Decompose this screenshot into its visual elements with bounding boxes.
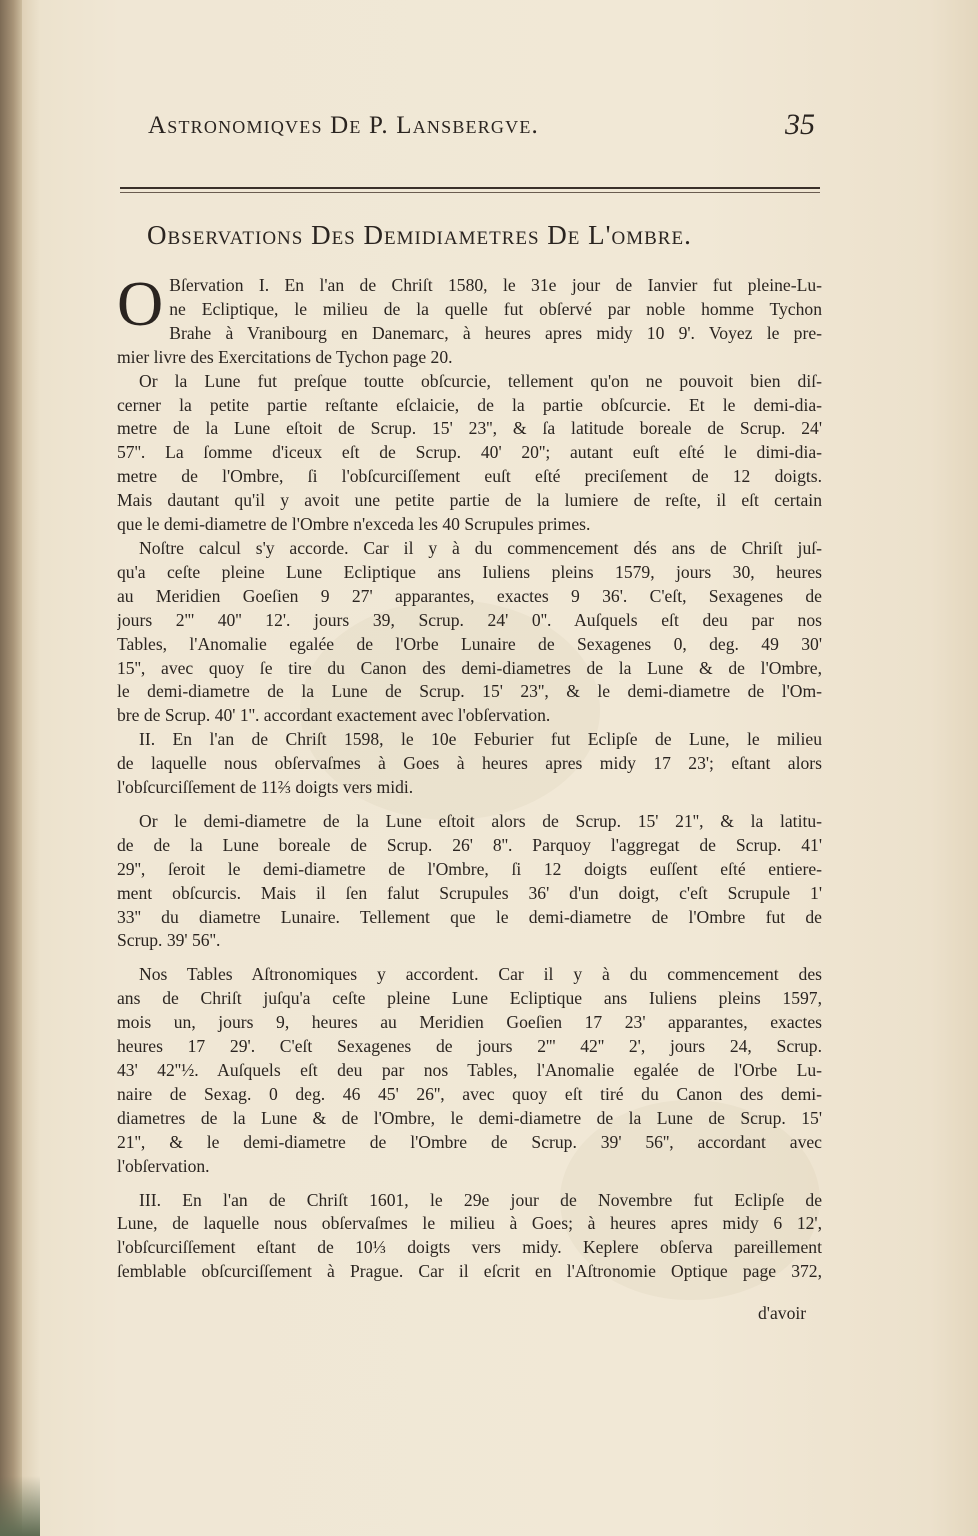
text-line: de laquelle nous obſervaſmes à Goes à heures apres midy 17 23'; eſtant alors (117, 753, 822, 774)
text-line: metre de l'Ombre, ſi l'obſcurciſſement euſt eſté preciſement de 12 doigts. (117, 466, 822, 487)
text-line: qu'a ceſte pleine Lune Ecliptique ans Iuliens pleins 1579, jours 30, heures (117, 561, 822, 582)
text-line: naire de Sexag. 0 deg. 46 45' 26'', avec quoy eſt tiré du Canon des demi- (117, 1083, 822, 1104)
text-line: jours 2''' 40'' 12'. jours 39, Scrup. 24' 0''. Auſquels eſt deu par nos (117, 609, 822, 630)
text-line: ans de Chriſt juſqu'a ceſte pleine Lune Ecliptique ans Iuliens pleins 1597, (117, 988, 822, 1009)
section-title: Observations Des Demidiametres De L'ombre. (147, 220, 692, 250)
text-line: Or la Lune fut preſque toutte obſcurcie, tellement qu'on ne pouvoit bien diſ- (139, 370, 822, 391)
text-line: l'obſcurciſſement de 11⅔ doigts vers midi. (117, 777, 414, 798)
book-binding (0, 0, 22, 1536)
text-line: bre de Scrup. 40' 1''. accordant exactement avec l'obſervation. (117, 705, 551, 726)
header-rule (120, 187, 820, 189)
text-line: l'obſcurciſſement eſtant de 10⅓ doigts vers midy. Keplere obſerva pareillement (117, 1237, 822, 1258)
text-line: Bſervation I. En l'an de Chriſt 1580, le 31e jour de Ianvier fut pleine-Lu- (169, 275, 822, 295)
text-line: Lune, de laquelle nous obſervaſmes le milieu à Goes; à heures apres midy 6 12', (117, 1213, 822, 1234)
text-line: 43' 42''½. Auſquels eſt deu par nos Tables, l'Anomalie egalée de l'Orbe Lu- (117, 1060, 822, 1080)
page-number: 35 (785, 108, 815, 141)
catchword: d'avoir (758, 1303, 807, 1323)
text-line: Tables, l'Anomalie egalée de l'Orbe Lunaire de Sexagenes 0, deg. 49 30' (117, 633, 822, 654)
text-line: 57''. La ſomme d'iceux eſt de Scrup. 40' 20''; autant euſt eſté le dimi-dia- (117, 442, 822, 463)
text-line: Scrup. 39' 56''. (117, 930, 221, 951)
text-line: 21'', & le demi-diametre de l'Ombre de Scrup. 39' 56'', accordant avec (117, 1131, 822, 1152)
body-text (117, 268, 822, 1284)
text-line: 33'' du diametre Lunaire. Tellement que le demi-diametre de l'Ombre fut de (117, 906, 822, 927)
page-edge-shadow (0, 1476, 40, 1536)
header-rule-thin (120, 192, 820, 193)
text-line: Brahe à Vranibourg en Danemarc, à heures apres midy 10 9'. Voyez le pre- (169, 322, 822, 343)
text-line: II. En l'an de Chriſt 1598, le 10e Feburier fut Eclipſe de Lune, le milieu (139, 729, 822, 750)
text-line: de de la Lune boreale de Scrup. 26' 8''. Parquoy l'aggregat de Scrup. 41' (117, 834, 822, 855)
text-line: Noſtre calcul s'y accorde. Car il y à du commencement dés ans de Chriſt juſ- (139, 537, 822, 558)
text-line: Or le demi-diametre de la Lune eſtoit alors de Scrup. 15' 21'', & la latitu- (139, 810, 822, 831)
text-line: au Meridien Goeſien 9 27' apparantes, exactes 9 36'. C'eſt, Sexagenes de (117, 585, 822, 606)
text-line: cerner la petite partie reſtante eſclaicie, de la partie obſcurcie. Et le demi-dia- (117, 394, 822, 415)
text-line: ne Ecliptique, le milieu de la quelle fut obſervé par noble homme Tychon (169, 298, 822, 319)
text-line: III. En l'an de Chriſt 1601, le 29e jour de Novembre fut Eclipſe de (139, 1189, 822, 1210)
text-line: ſemblable obſcurciſſement à Prague. Car il eſcrit en l'Aſtronomie Optique page 372, (117, 1261, 822, 1282)
text-line: Mais dautant qu'il y avoit une petite partie de la lumiere de reſte, il eſt certain (117, 490, 822, 511)
text-line: Nos Tables Aſtronomiques y accordent. Car il y à du commencement des (139, 964, 822, 985)
text-line: 29'', ſeroit le demi-diametre de l'Ombre, ſi 12 doigts euſſent eſté entiere- (117, 858, 822, 879)
text-line: ment obſcurcis. Mais il ſen falut Scrupules 36' d'un doigt, c'eſt Scrupule 1' (117, 882, 822, 903)
text-line: metre de la Lune eſtoit de Scrup. 15' 23'', & ſa latitude boreale de Scrup. 24' (117, 418, 822, 439)
text-line: heures 17 29'. C'eſt Sexagenes de jours 2''' 42'' 2', jours 24, Scrup. (117, 1036, 822, 1057)
text-line: 15'', avec quoy ſe tire du Canon des demi-diametres de la Lune & de l'Ombre, (117, 657, 822, 678)
running-header: Astronomiqves De P. Lansbergve. (148, 112, 539, 139)
text-line: l'obſervation. (117, 1155, 210, 1176)
drop-capital: O (117, 268, 164, 339)
text-line: que le demi-diametre de l'Ombre n'exceda les 40 Scrupules primes. (117, 514, 591, 535)
text-line: mois un, jours 9, heures au Meridien Goeſien 17 23' apparantes, exactes (117, 1012, 822, 1033)
text-line: diametres de la Lune & de l'Ombre, le demi-diametre de la Lune de Scrup. 15' (117, 1107, 822, 1128)
text-line: mier livre des Exercitations de Tychon page 20. (117, 346, 453, 367)
text-line: le demi-diametre de la Lune de Scrup. 15' 23'', & le demi-diametre de l'Om- (117, 681, 822, 702)
